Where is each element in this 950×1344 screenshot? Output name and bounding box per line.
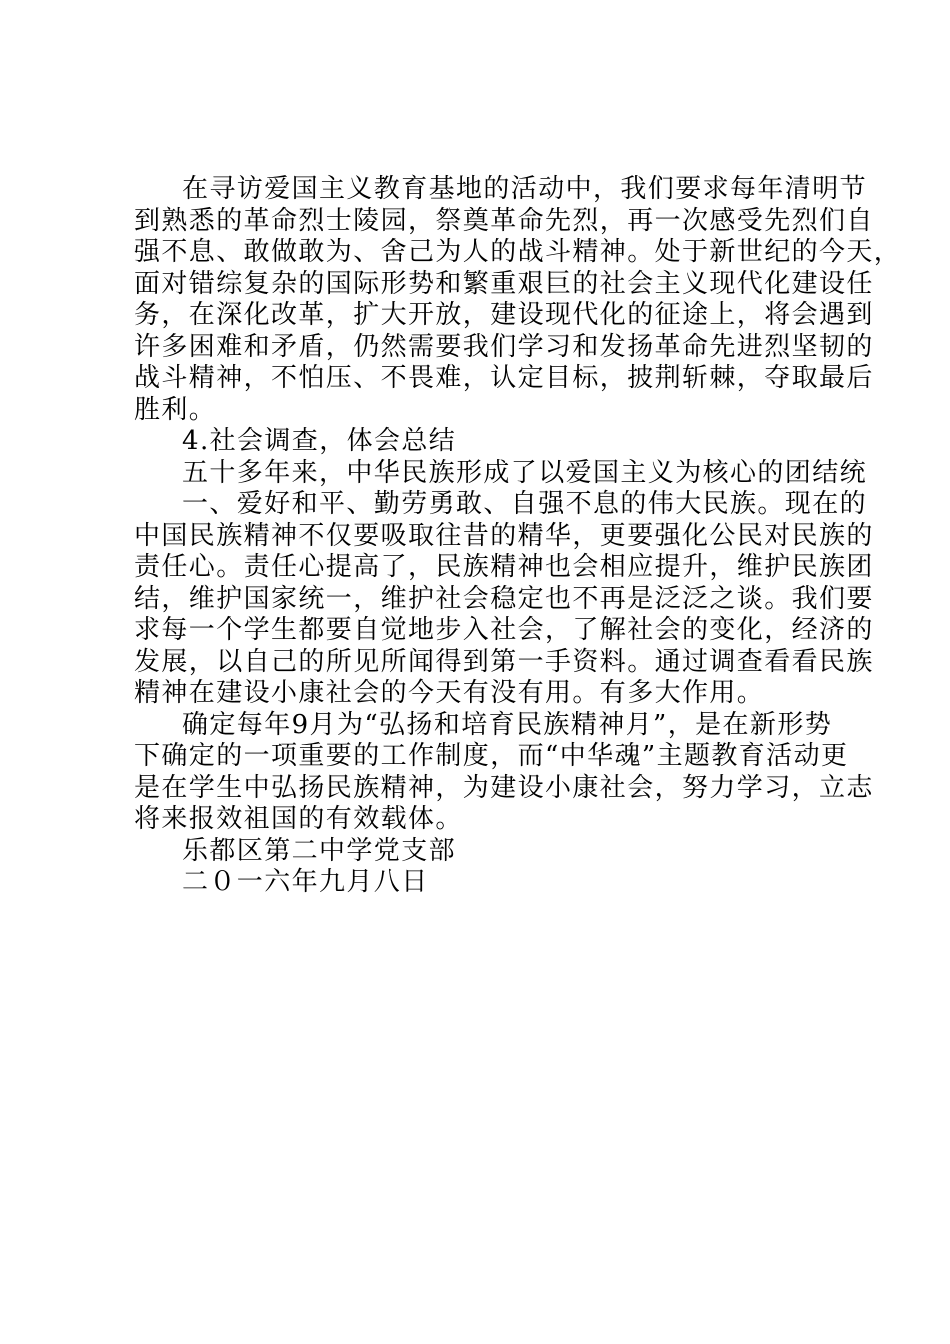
text-line: 结，维护国家统一，维护社会稳定也不再是泛泛之谈。我们要 [134,583,874,614]
text-line: 面对错综复杂的国际形势和繁重艰巨的社会主义现代化建设任 [134,268,874,299]
signature-date: 二０一六年九月八日 [182,867,429,897]
text-line: 将来报效祖国的有效载体。 [134,804,463,834]
text-line: 确定每年9月为“弘扬和培育民族精神月”，是在新形势 [182,709,833,740]
text-line: 到熟悉的革命烈士陵园，祭奠革命先烈，再一次感受先烈们自 [134,205,874,236]
document-body [134,174,902,899]
text-line: 是在学生中弘扬民族精神，为建设小康社会，努力学习，立志 [134,772,874,803]
text-line: 中国民族精神不仅要吸取往昔的精华，更要强化公民对民族的 [134,520,874,551]
paragraph-national-spirit-month [134,709,874,836]
text-line: 精神在建设小康社会的今天有没有用。有多大作用。 [134,678,765,708]
section-heading: 4.社会调查，体会总结 [182,426,457,456]
text-line: 责任心。责任心提高了，民族精神也会相应提升，维护民族团 [134,552,874,582]
text-line: 五十多年来，中华民族形成了以爱国主义为核心的团结统 [182,457,868,488]
text-line: 许多困难和矛盾，仍然需要我们学习和发扬革命先进烈坚韧的 [134,331,874,362]
text-line: 务，在深化改革，扩大开放，建设现代化的征途上，将会遇到 [134,300,874,330]
text-line: 在寻访爱国主义教育基地的活动中，我们要求每年清明节 [182,174,868,204]
text-line: 战斗精神，不怕压、不畏难，认定目标，披荆斩棘，夺取最后 [134,363,874,393]
paragraph-patriotic-education [134,174,902,426]
text-line: 一、爱好和平、勤劳勇敢、自强不息的伟大民族。现在的 [182,489,868,519]
text-line: 胜利。 [134,394,217,425]
text-line: 发展，以自己的所见所闻得到第一手资料。通过调查看看民族 [134,646,874,677]
text-line: 强不息、敢做敢为、舍己为人的战斗精神。处于新世纪的今天， [134,237,902,267]
paragraph-social-survey [134,489,874,710]
signature-organization: 乐都区第二中学党支部 [182,835,457,866]
text-line: 下确定的一项重要的工作制度，而“中华魂”主题教育活动更 [134,741,849,771]
text-line: 求每一个学生都要自觉地步入社会，了解社会的变化，经济的 [134,615,874,645]
